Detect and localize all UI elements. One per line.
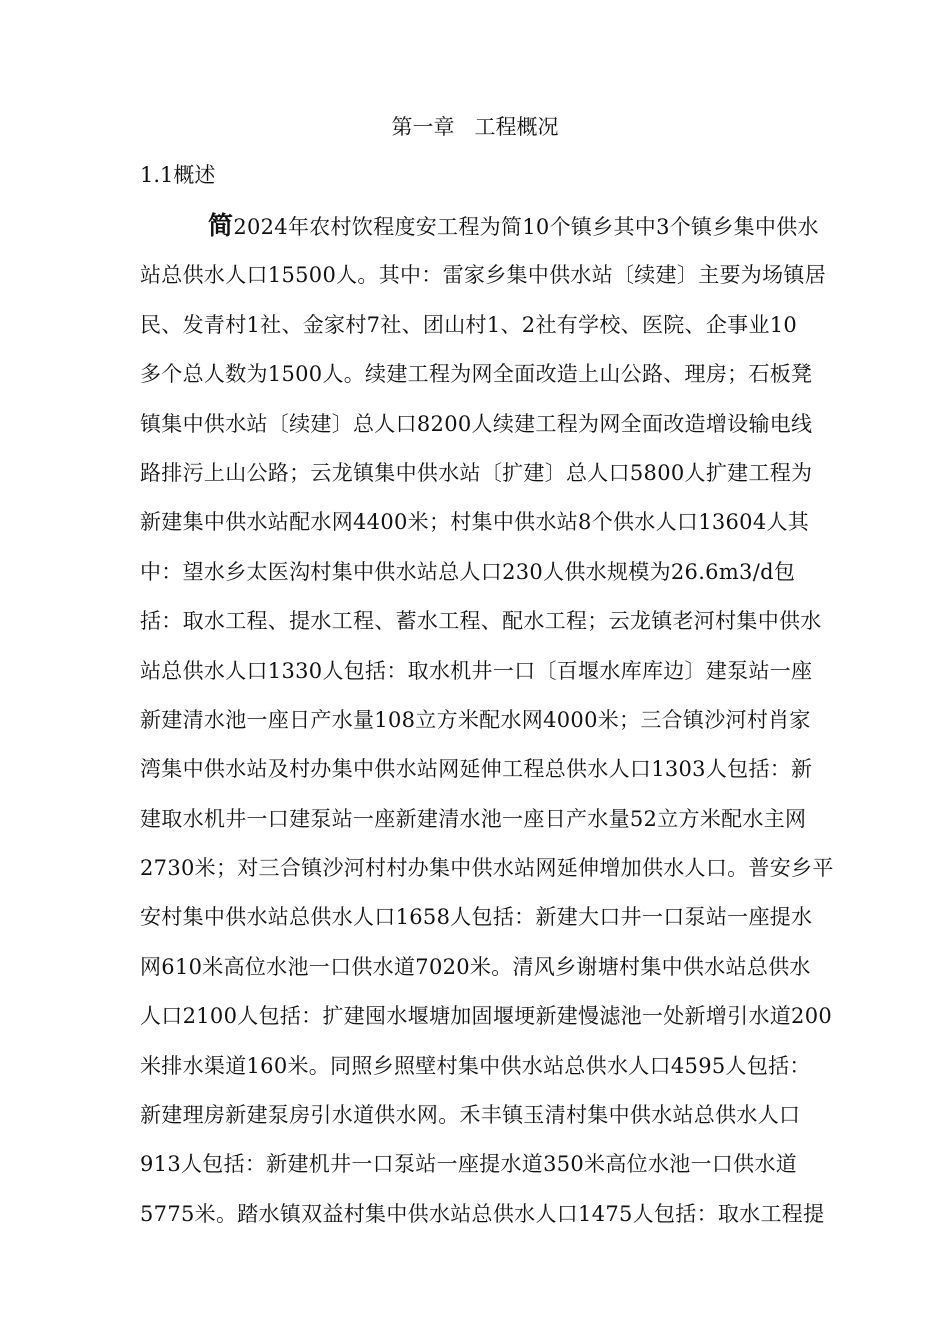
paragraph-line: 湾集中供水站及村办集中供水站网延伸工程总供水人口1303人包括：新 bbox=[140, 757, 813, 782]
paragraph-line: 民、发青村1社、金家村7社、团山村1、2社有学校、医院、企事业10 bbox=[140, 312, 798, 337]
chapter-title: 第一章 工程概况 bbox=[391, 115, 559, 139]
paragraph-line: 米排水渠道160米。同照乡照壁村集中供水站总供水人口4595人包括： bbox=[140, 1053, 811, 1078]
first-line-text: 2024年农村饮程度安工程为简10个镇乡其中3个镇乡集中供水 bbox=[233, 215, 819, 239]
paragraph-line: 建取水机井一口建泵站一座新建清水池一座日产水量52立方米配水主网 bbox=[140, 806, 807, 831]
paragraph-line: 安村集中供水站总供水人口1658人包括：新建大口井一口泵站一座提水 bbox=[140, 905, 813, 930]
paragraph-line: 2730米；对三合镇沙河村村办集中供水站网延伸增加供水人口。普安乡平 bbox=[140, 856, 834, 881]
paragraph-line bbox=[140, 209, 860, 258]
paragraph-line: 新建集中供水站配水网4400米；村集中供水站8个供水人口13604人其 bbox=[140, 510, 810, 535]
paragraph-line: 中：望水乡太医沟村集中供水站总人口230人供水规模为26.6m3/d包 bbox=[140, 559, 796, 584]
paragraph-line: 镇集中供水站〔续建〕总人口8200人续建工程为网全面改造增设输电线 bbox=[140, 411, 813, 436]
body-paragraph bbox=[140, 209, 860, 1246]
paragraph-line: 人口2100人包括：扩建囤水堰塘加固堰埂新建慢滤池一处新增引水道200 bbox=[140, 1004, 833, 1029]
section-heading: 1.1概述 bbox=[140, 163, 216, 187]
paragraph-line: 网610米高位水池一口供水道7020米。清风乡谢塘村集中供水站总供水 bbox=[140, 954, 811, 979]
paragraph-line: 路排污上山公路；云龙镇集中供水站〔扩建〕总人口5800人扩建工程为 bbox=[140, 460, 813, 485]
paragraph-line: 多个总人数为1500人。续建工程为网全面改造上山公路、理房；石板凳 bbox=[140, 362, 813, 387]
paragraph-line: 5775米。踏水镇双益村集中供水站总供水人口1475人包括：取水工程提 bbox=[140, 1201, 825, 1226]
paragraph-line: 括：取水工程、提水工程、蓄水工程、配水工程；云龙镇老河村集中供水 bbox=[140, 609, 822, 634]
paragraph-line: 新建清水池一座日产水量108立方米配水网4000米；三合镇沙河村肖家 bbox=[140, 707, 811, 732]
paragraph-line: 新建理房新建泵房引水道供水网。禾丰镇玉清村集中供水站总供水人口 bbox=[140, 1103, 801, 1128]
lead-character: 简 bbox=[208, 211, 234, 240]
paragraph-line: 913人包括：新建机井一口泵站一座提水道350米高位水池一口供水道 bbox=[140, 1152, 798, 1177]
paragraph-line: 站总供水人口1330人包括：取水机井一口〔百堰水库库边〕建泵站一座 bbox=[140, 658, 813, 683]
paragraph-line: 站总供水人口15500人。其中：雷家乡集中供水站〔续建〕主要为场镇居 bbox=[140, 263, 827, 288]
